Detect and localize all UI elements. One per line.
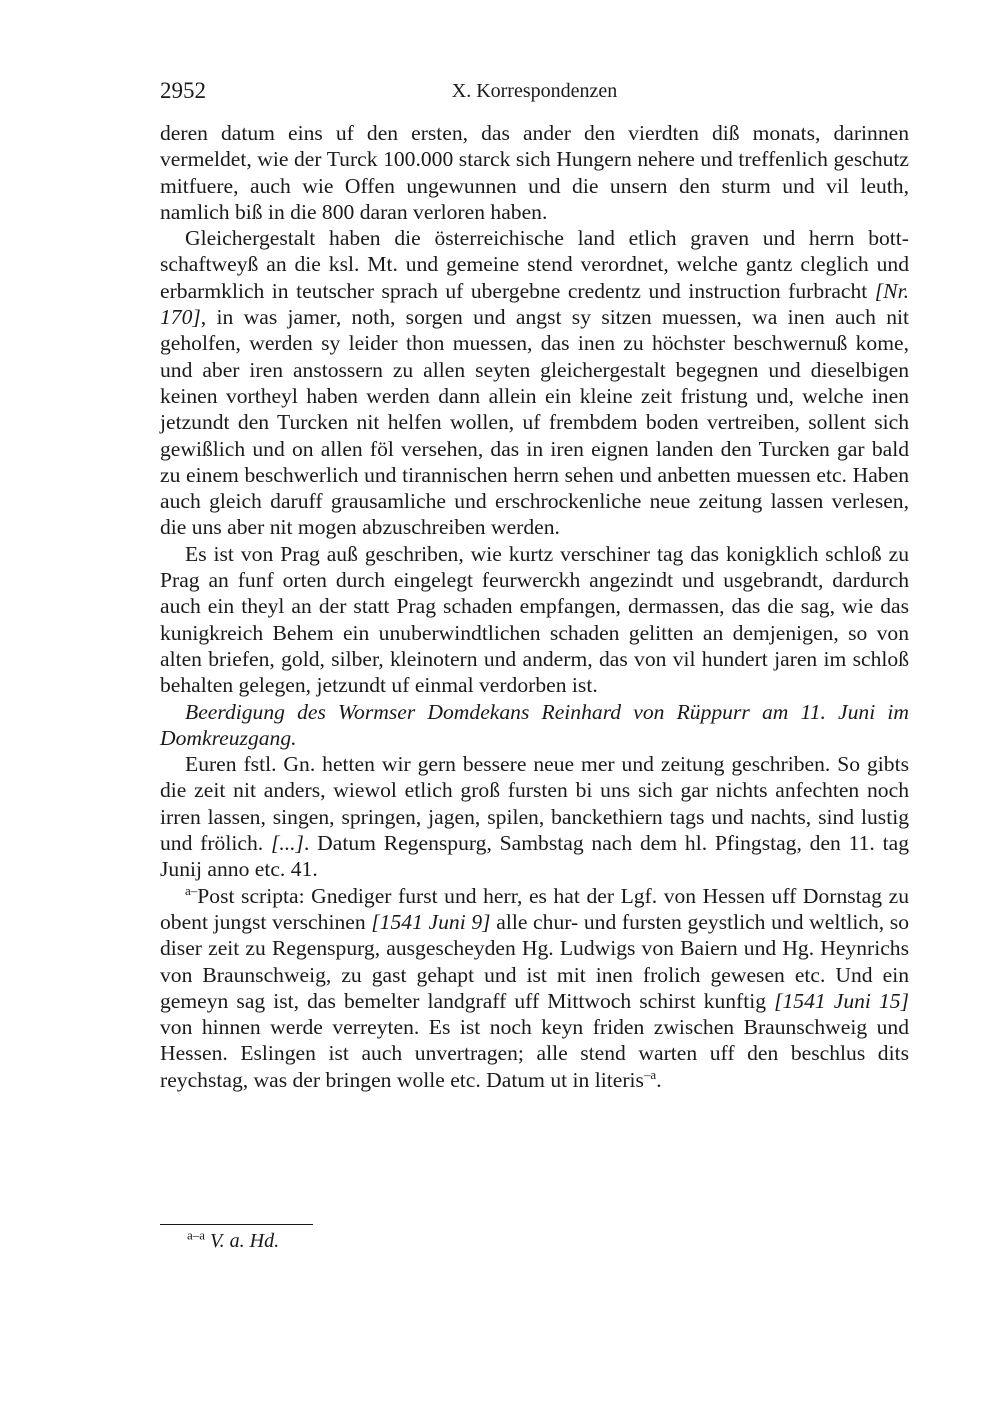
date-reference-1: [1541 Juni 9] [371,909,491,934]
editorial-note [160,699,909,752]
body-text [160,120,909,1093]
paragraph-5 [160,751,909,882]
paragraph-5-text-a: Euren fstl. Gn. hetten wir gern bessere neue mer und zeitung geschriben. So gibts die zeit nit anders, wiewol etlich groß fursten bi uns sich gar nichts anfechten noch irren lassen, singen, springen, jagen, spilen, banckethiern tags und nachts, sind lustig und frölich. [160,752,909,856]
footnote-divider [160,1224,313,1225]
postscript-end: . [656,1067,662,1092]
footnote-mark: a–a [187,1227,206,1243]
postscript-text-b: alle chur- und fursten geystlich und weltlich, so diser zeit zu Regenspurg, ausgescheyden Hg. Ludwigs von Baiern und Hg. Heynrichs von Braunschweig, zu gast gehapt und ist mit inen frolich gewesen etc. Und ein gemeyn sag ist, das bemelter landgraff uff Mittwoch schirst kunftig [160,909,909,1013]
editorial-note-text: Beerdigung des Wormser Domdekans Reinhard von Rüppurr am 11. Juni im Domkreuzgang. [160,699,909,750]
footnote-mark-close: –a [643,1066,657,1082]
running-title: X. Korrespondenzen [451,80,618,102]
paragraph-3 [160,541,909,699]
postscript-text-c: von hinnen werde verreyten. Es ist noch keyn friden zwischen Braunschweig und Hessen. Eslingen ist auch unvertragen; alle stend warten uff den beschlus dits reychstag, was der bringen wolle etc. Datum ut in literis [160,1015,909,1092]
paragraph-3-text: Es ist von Prag auß geschriben, wie kurtz verschiner tag das konigklich schloß zu Prag an funf orten durch eingelegt feurwerckh angezindt und usgebrandt, dardurch auch ein theyl an der statt Prag schaden empfangen, dermassen, das die sag, wie das kunigkreich Behem ein unuberwindtlichen schaden gelitten an demjenigen, so von alten briefen, gold, silber, kleinotern und anderm, das von vil hundert jaren im schloß behalten gelegen, jetzundt uf einmal verdorben ist. [160,541,909,698]
footnote [187,1228,279,1254]
page-number: 2952 [160,78,206,103]
paragraph-2-text-a: Gleichergestalt haben die österreichische land etlich graven und herrn bottschaftweyß an die ksl. Mt. und gemeine stend verordnet, welche gantz cleglich und erbarmklich in teutscher sprach uf ubergebne credentz und instruction furbracht [160,226,909,303]
date-reference-2: [1541 Juni 15] [774,988,909,1013]
paragraph-1 [160,120,909,225]
omission-mark: [...] [270,831,304,856]
postscript-paragraph [160,883,909,1093]
footnote-mark-open: a– [185,882,198,898]
postscript-text-a: Post scripta: Gnediger furst und herr, es hat der Lgf. von Hessen uff Dornstag zu obent jungst verschinen [160,883,909,934]
paragraph-1-text: deren datum eins uf den ersten, das ander den vierdten diß monats, darinnen vermeldet, wie der Turck 100.000 starck sich Hungern nehere und treffenlich geschutz mitfuere, auch wie Offen ungewunnen und die unsern den sturm und vil leuth, namlich biß in die 800 daran verloren haben. [160,121,909,224]
paragraph-2 [160,225,909,541]
paragraph-2-text-b: , in was jamer, noth, sorgen und angst sy sitzen muessen, wa inen auch nit geholfen, werden sy leider thon muessen, das inen zu höchster beschwernuß kome, und aber iren anstossern zu allen seyten gleichergestalt begegnen und dieselbigen keinen vortheyl haben werden dann allein ein kleine zeit fristung und, welche inen jetzundt den Turcken nit helfen wollen, uf frembdem boden vertreiben, sollent sich gewißlich und on allen föl versehen, das in iren eignen landen den Turcken gar bald zu einem beschwerlich und tirannischen herrn sehen und anbetten muessen etc. Haben auch gleich daruff grausamliche und erschrockenliche neue zeitung lassen verlesen, die uns aber nit mogen abzuschreiben werden. [160,305,909,540]
footnote-text: V. a. Hd. [210,1230,280,1252]
reference-nr-170: [Nr. 170] [160,278,909,330]
paragraph-5-text-b: . Datum Regenspurg, Sambstag nach dem hl. Pfingstag, den 11. tag Junij anno etc. 41. [160,831,909,882]
running-header [160,76,909,110]
